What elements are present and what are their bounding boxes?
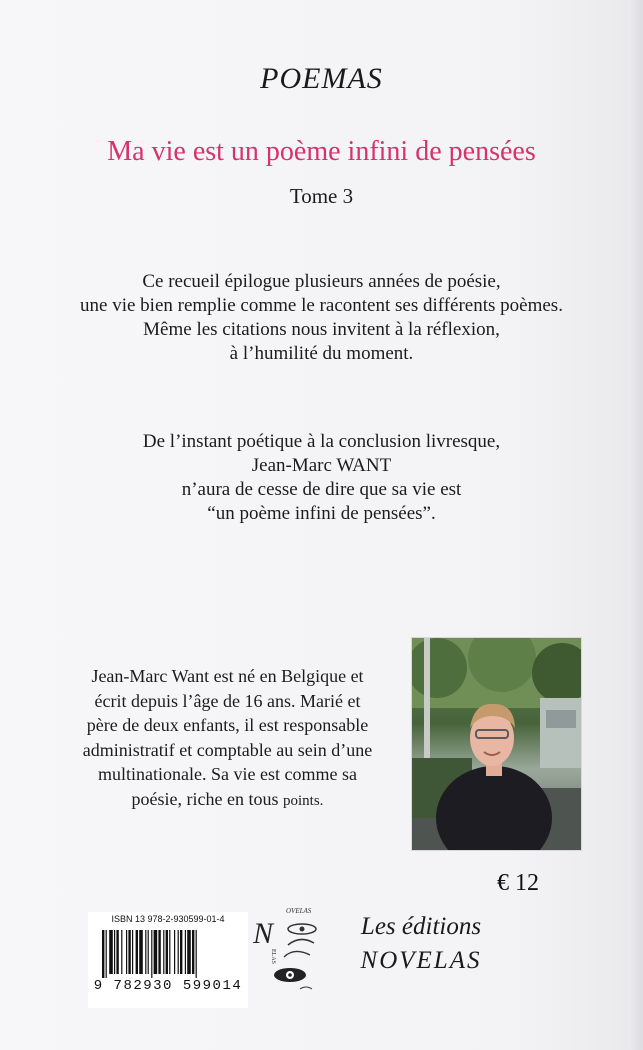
logo-letter: N [253,917,274,950]
bio-text: poésie, riche en tous [131,788,279,809]
barcode [88,912,248,1008]
logo-text-side: ELAS [270,949,276,964]
blurb-line: “un poème infini de pensées”. [207,503,436,524]
publisher-line-2: NOVELAS [360,947,482,974]
bio-line: père de deux enfants, il est responsable [86,715,369,735]
blurb-line: Même les citations nous invitent à la réflexion, [143,319,500,340]
blurb-line: Ce recueil épilogue plusieurs années de poésie, [142,271,501,292]
book-title: Ma vie est un poème infini de pensées [107,136,536,167]
publisher-logo-icon [250,905,330,1010]
publisher-line-1: Les éditions [360,913,482,940]
author-bio [60,664,395,813]
bio-line: Jean-Marc Want est né en Belgique et [91,666,364,686]
blurb-line: à l’humilité du moment. [229,343,414,364]
blurb-paragraph-2 [0,430,643,526]
logo-text-top: OVELAS [286,907,312,915]
blurb-line: n’aura de cesse de dire que sa vie est [181,479,462,500]
author-photo [411,637,582,851]
blurb-paragraph-1 [0,270,643,366]
bio-line: administratif et comptable au sein d’une [82,739,373,760]
blurb-line: De l’instant poétique à la conclusion livresque, [142,431,501,452]
blurb-line: une vie bien remplie comme le racontent ses différents poèmes. [80,295,563,316]
price: € 12 [497,870,539,896]
bio-line: écrit depuis l’âge de 16 ans. Marié et [94,690,361,711]
isbn-label: ISBN 13 978-2-930599-01-4 [111,914,225,924]
bio-line-last [60,787,395,814]
blurb-line: Jean-Marc WANT [251,455,392,476]
bio-last-word: points. [283,792,324,809]
volume-number: Tome 3 [289,184,354,208]
series-title: POEMAS [260,62,383,95]
publisher-name [341,910,501,978]
ean-digits: 9 782930 599014 [93,978,243,994]
author-photo-illustration [412,638,581,850]
barcode-bars [102,930,234,978]
bio-line: multinationale. Sa vie est comme sa [98,764,357,784]
